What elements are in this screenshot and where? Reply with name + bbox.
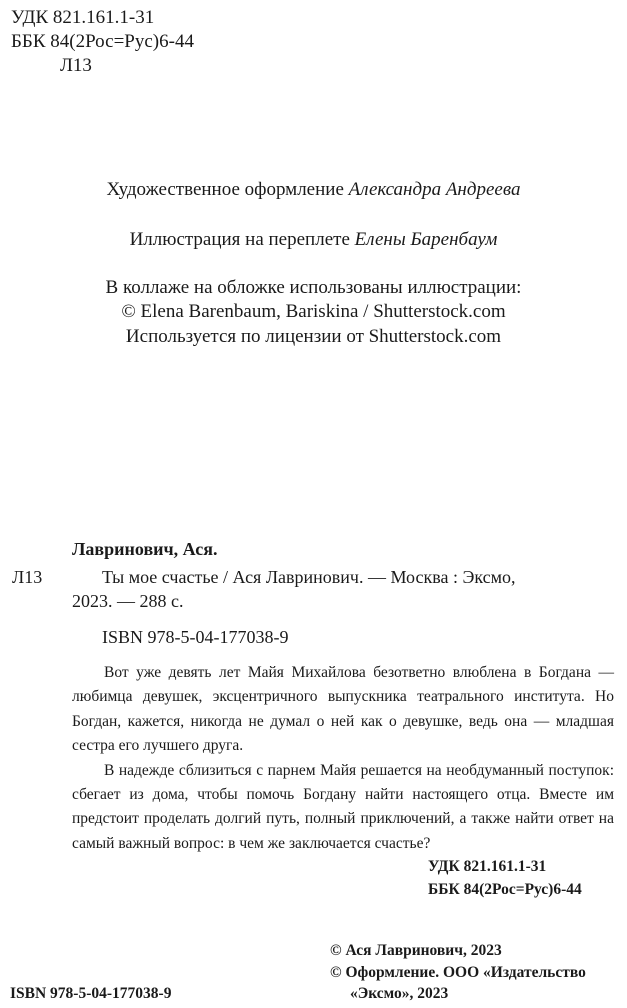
annotation-paragraph-2: В надежде сблизиться с парнем Майя решается на необдуманный поступок: сбегает из дома, чтобы помочь Богдану найти настоящего отца. Вместе им предстоит проделать долгий путь, полный приключений, а также найти ответ на самый важный вопрос: в чем же заключается счастье?	[72, 761, 614, 852]
collage-line-2: © Elena Barenbaum, Bariskina / Shutterstock.com	[121, 301, 506, 322]
copyright-line-1: © Ася Лавринович, 2023	[330, 942, 502, 959]
catalog-isbn: ISBN 978-5-04-177038-9	[102, 627, 289, 647]
catalog-author: Лавринович, Ася.	[72, 539, 218, 559]
collage-line-1: В коллаже на обложке использованы иллюстрации:	[105, 277, 522, 298]
catalog-title-line1: Ты мое счастье / Ася Лавринович. — Москва : Эксмо,	[102, 567, 516, 587]
bottom-udk-code: УДК 821.161.1-31	[428, 858, 547, 875]
design-name: Александра Андреева	[348, 179, 521, 200]
bottom-bbk-code: ББК 84(2Рос=Рус)6-44	[428, 881, 582, 898]
cover-illustration-credit	[0, 228, 627, 252]
cover-illustration-name: Елены Баренбаум	[354, 229, 498, 250]
catalog-mark: Л13	[12, 567, 43, 587]
author-mark: Л13	[60, 55, 92, 76]
annotation	[72, 661, 614, 856]
collage-line-3: Используется по лицензии от Shutterstock.com	[125, 326, 502, 347]
copyright-line-2: © Оформление. ООО «Издательство	[330, 964, 586, 981]
catalog-title-line2: 2023. — 288 с.	[72, 591, 184, 611]
annotation-paragraph-1: Вот уже девять лет Майя Михайлова безответно влюблена в Богдана — любимца девушек, эксцентричного выпускника театрального института. Но Богдан, кажется, никогда не думал о ней как о девушке, ведь она — младшая сестра его лучшего друга.	[72, 664, 614, 755]
udk-code: УДК 821.161.1-31	[11, 7, 155, 28]
bottom-isbn: ISBN 978-5-04-177038-9	[10, 985, 172, 1002]
bbk-code: ББК 84(2Рос=Рус)6-44	[11, 31, 194, 52]
design-credit	[0, 178, 627, 202]
copyright-line-3: «Эксмо», 2023	[350, 985, 449, 1002]
design-label: Художественное оформление	[106, 179, 344, 200]
cover-illustration-label: Иллюстрация на переплете	[129, 229, 350, 250]
